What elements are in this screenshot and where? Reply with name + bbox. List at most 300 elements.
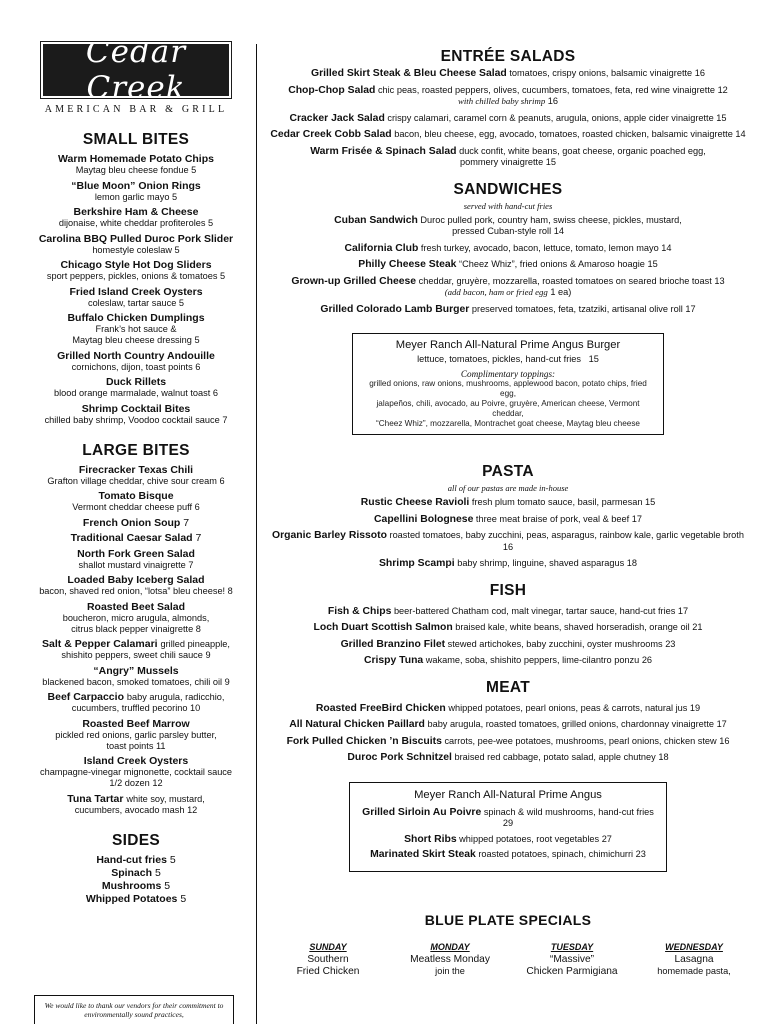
- item-name-line: [28, 548, 244, 560]
- item-price: 12: [152, 778, 163, 788]
- menu-item: [266, 129, 750, 141]
- menu-item: [358, 834, 658, 846]
- item-desc: [28, 586, 244, 597]
- menu-item: [266, 703, 750, 715]
- toppings-line-1: grilled onions, raw onions, mushrooms, applewood bacon, potato chips, fried egg,: [369, 379, 647, 398]
- item-desc-text: homestyle coleslaw: [92, 244, 172, 255]
- item-price: 5: [174, 244, 180, 255]
- day-dish-line-1: Southern: [307, 953, 349, 965]
- item-price: 5: [194, 335, 200, 345]
- item-name-line: [28, 286, 244, 298]
- blue-plate-title: BLUE PLATE SPECIALS: [424, 911, 592, 928]
- menu-item: [266, 622, 750, 634]
- menu-item: [358, 849, 658, 861]
- item-name: Fork Pulled Chicken ’n Biscuits: [286, 735, 442, 747]
- item-name: Roasted Beet Salad: [86, 600, 186, 613]
- item-name: North Fork Green Salad: [77, 547, 195, 560]
- item-price: 18: [658, 752, 669, 762]
- item-line: [266, 276, 750, 288]
- blue-plate-days: [266, 942, 750, 978]
- item-price: 15: [545, 157, 557, 167]
- item-name: Loch Duart Scottish Salmon: [313, 622, 453, 633]
- item-price: 16: [694, 68, 705, 78]
- menu-item: [266, 639, 750, 651]
- item-desc-text: shallot mustard vinaigrette: [78, 559, 186, 570]
- item-price: 15: [647, 259, 658, 269]
- item-price: 17: [631, 513, 642, 524]
- item-line: [266, 719, 750, 731]
- item-desc: tomatoes, crispy onions, balsamic vinaigrette: [509, 68, 693, 78]
- item-name: Mushrooms: [101, 879, 162, 892]
- item-price: 6: [194, 502, 200, 512]
- item-line-2: [266, 226, 750, 238]
- item-line: [266, 113, 750, 125]
- item-name: Short Ribs: [404, 833, 457, 845]
- logo-tagline: AMERICAN BAR & GRILL: [44, 104, 228, 115]
- item-price: 14: [553, 226, 564, 236]
- item-name: Chicago Style Hot Dog Sliders: [60, 259, 212, 271]
- item-price: 14: [661, 242, 672, 253]
- day-desc: join the: [435, 965, 465, 976]
- item-name: California Club: [344, 242, 419, 254]
- day-dish: [272, 954, 384, 978]
- item-price: 15: [716, 112, 727, 123]
- item-line: [266, 639, 750, 651]
- item-desc-text: blackened bacon, smoked tomatoes, chili oil: [42, 676, 223, 687]
- item-line: [266, 655, 750, 667]
- small-bites-section: [28, 131, 244, 426]
- item-name: Island Creek Oysters: [83, 755, 189, 767]
- item-price: 7: [188, 559, 194, 570]
- item-name: Roasted Beef Marrow: [82, 717, 190, 730]
- item-price: 5: [178, 297, 185, 308]
- item-desc-text: boucheron, micro arugula, almonds,: [62, 612, 210, 623]
- item-desc-text: Frank’s hot sauce &: [95, 324, 177, 334]
- day-dish-line-2: Chicken Parmigiana: [526, 965, 618, 977]
- item-desc: [28, 362, 244, 373]
- item-line: [358, 849, 658, 861]
- menu-item: [266, 259, 750, 271]
- vendor-thanks-note: We would like to thank our vendors for their commitment to environmentally sound practices,: [34, 995, 234, 1024]
- item-name-line: [28, 880, 244, 892]
- item-price: 7: [222, 414, 228, 425]
- menu-item: [28, 286, 244, 309]
- item-desc: [28, 730, 244, 741]
- item-name-line: [28, 350, 244, 362]
- item-name-line: [28, 312, 244, 324]
- item-desc: duck confit, white beans, goat cheese, organic poached egg,: [459, 145, 706, 156]
- menu-item: [28, 464, 244, 487]
- day-dish-line-1: Lasagna: [674, 953, 714, 965]
- item-desc: fresh plum tomato sauce, basil, parmesan: [471, 497, 643, 507]
- item-name: Fish & Chips: [327, 605, 392, 617]
- item-name: Traditional Caesar Salad: [70, 532, 193, 544]
- item-extra-price: 16: [547, 96, 559, 106]
- item-desc: chic peas, roasted peppers, olives, cucumbers, tomatoes, feta, red wine vinaigrette: [377, 84, 715, 95]
- day-dish: [394, 954, 506, 976]
- item-extra: (add bacon, ham or fried egg: [444, 287, 548, 297]
- item-name: Cedar Creek Cobb Salad: [270, 129, 392, 140]
- day-dish: [638, 954, 750, 976]
- right-column: [266, 48, 750, 978]
- item-desc: bacon, bleu cheese, egg, avocado, tomatoes, roasted chicken, balsamic vinaigrette: [394, 129, 733, 139]
- burger-title: Meyer Ranch All-Natural Prime Angus Burger: [395, 339, 621, 351]
- item-name-line: [28, 490, 244, 502]
- item-desc: carrots, pee-wee potatoes, mushrooms, pearl onions, chicken stew: [444, 735, 717, 746]
- item-name: Whipped Potatoes: [85, 892, 178, 905]
- item-name-line: [28, 854, 244, 866]
- item-name-line: [28, 206, 244, 218]
- item-name: Roasted FreeBird Chicken: [315, 702, 446, 714]
- item-name: Chop-Chop Salad: [288, 84, 376, 96]
- menu-item: [358, 807, 658, 830]
- item-desc: baby shrimp, linguine, shaved asparagus: [457, 558, 625, 568]
- fish-title: FISH: [489, 581, 527, 599]
- item-desc: [28, 613, 244, 624]
- menu-item: [28, 532, 244, 544]
- item-name-line: [28, 755, 244, 767]
- item-extra-line: [266, 96, 750, 108]
- sides-title: SIDES: [111, 831, 160, 849]
- item-price: 19: [689, 702, 701, 713]
- item-price: 9: [205, 650, 211, 660]
- menu-item: [266, 606, 750, 618]
- item-desc: [28, 298, 244, 309]
- day-name: SUNDAY: [309, 941, 347, 952]
- item-price: 5: [172, 191, 178, 202]
- item-name: “Angry” Mussels: [93, 664, 179, 677]
- item-price: 16: [502, 541, 514, 552]
- item-extra-price: 1 ea): [550, 287, 572, 297]
- item-desc-inline: white soy, mustard,: [126, 793, 205, 804]
- item-line: [266, 736, 750, 748]
- item-name: Organic Barley Rissoto: [272, 530, 387, 541]
- logo-text: Cedar Creek: [85, 34, 187, 106]
- item-line: [266, 752, 750, 764]
- item-name: Tuna Tartar: [67, 792, 124, 805]
- item-line: [266, 497, 750, 509]
- item-line: [266, 304, 750, 316]
- item-line: [266, 259, 750, 271]
- item-line: [266, 530, 750, 553]
- item-desc-text: Maytag bleu cheese fondue: [75, 165, 189, 175]
- item-desc-text: sport peppers, pickles, onions & tomatoes: [46, 271, 218, 281]
- item-name-line: [28, 233, 244, 245]
- item-desc-inline: baby arugula, radicchio,: [126, 692, 225, 702]
- item-desc: [28, 192, 244, 203]
- item-line: [266, 146, 750, 158]
- item-price: 13: [714, 275, 725, 286]
- large-bites-section: [28, 442, 244, 816]
- item-desc: cheddar, gruyère, mozzarella, roasted tomatoes on seared brioche toast: [418, 275, 712, 286]
- item-name: Carolina BBQ Pulled Duroc Pork Slider: [38, 232, 234, 245]
- item-name-line: [28, 638, 244, 650]
- item-price: 8: [227, 586, 233, 596]
- entree-salads-title: ENTRÉE SALADS: [440, 48, 576, 65]
- item-name: Cuban Sandwich: [334, 214, 418, 226]
- item-desc-text-2: 1/2 dozen: [109, 778, 150, 788]
- item-desc-text: pickled red onions, garlic parsley butter,: [55, 729, 217, 740]
- item-price: 5: [208, 218, 214, 228]
- item-price: 15: [645, 497, 656, 507]
- item-price: 14: [735, 129, 746, 139]
- item-name-line: [28, 464, 244, 476]
- item-name-line: [28, 893, 244, 905]
- menu-item: [266, 304, 750, 316]
- angus-title: Meyer Ranch All-Natural Prime Angus: [414, 788, 602, 801]
- item-price: 8: [195, 623, 201, 634]
- item-extra: with chilled baby shrimp: [457, 96, 546, 106]
- item-name: Firecracker Texas Chili: [78, 463, 194, 476]
- item-desc: [28, 218, 244, 229]
- item-desc: [28, 324, 244, 335]
- menu-item: [28, 880, 244, 892]
- item-price: 11: [156, 740, 166, 751]
- item-name: Grilled North Country Andouille: [57, 349, 215, 362]
- item-name: Duroc Pork Schnitzel: [347, 752, 452, 763]
- item-price: 5: [169, 853, 176, 866]
- item-name: Warm Frisée & Spinach Salad: [310, 145, 457, 157]
- item-name: Shrimp Cocktail Bites: [81, 402, 191, 415]
- item-desc-2: [28, 778, 244, 789]
- item-name: Buffalo Chicken Dumplings: [67, 312, 205, 324]
- item-desc: [28, 476, 244, 487]
- menu-item: [266, 276, 750, 299]
- left-column: [28, 34, 244, 906]
- item-desc-text-2: toast points: [106, 740, 154, 751]
- item-name-line: [28, 665, 244, 677]
- item-desc: fresh turkey, avocado, bacon, lettuce, tomato, lemon mayo: [420, 242, 659, 253]
- item-price: 5: [180, 892, 187, 905]
- entree-salads-section: [266, 48, 750, 169]
- item-desc-text-2: Maytag bleu cheese dressing: [72, 335, 192, 345]
- menu-item: [266, 85, 750, 108]
- item-desc-text: Grafton village cheddar, chive sour cream: [47, 475, 217, 486]
- item-price: 7: [195, 532, 202, 544]
- item-price: 5: [191, 165, 197, 175]
- item-price: 12: [187, 804, 198, 815]
- item-name: Berkshire Ham & Cheese: [73, 206, 199, 218]
- item-name-line: [28, 532, 244, 544]
- item-name: Rustic Cheese Ravioli: [360, 497, 470, 508]
- item-desc: [28, 415, 244, 426]
- menu-item: [28, 403, 244, 426]
- item-line: [266, 703, 750, 715]
- item-desc: spinach & wild mushrooms, hand-cut fries: [483, 806, 654, 817]
- item-price: 5: [154, 866, 161, 879]
- menu-item: [266, 530, 750, 553]
- item-desc: Duroc pulled pork, country ham, swiss cheese, pickles, mustard,: [420, 214, 682, 225]
- item-desc-text: dijonaise, white cheddar profiteroles: [58, 218, 206, 228]
- item-desc: [28, 245, 244, 256]
- item-desc: crispy calamari, caramel corn & peanuts, arugula, onions, apple cider vinaigrette: [387, 112, 714, 123]
- item-name: Grilled Skirt Steak & Bleu Cheese Salad: [311, 68, 507, 79]
- item-name-line: [28, 793, 244, 805]
- item-name: Grilled Sirloin Au Poivre: [362, 806, 482, 818]
- menu-item: [28, 793, 244, 816]
- day-dish-line-1: “Massive”: [549, 953, 595, 965]
- item-desc: [28, 271, 244, 282]
- item-name-line: [28, 691, 244, 703]
- item-price: 6: [212, 388, 218, 398]
- item-name: Grilled Colorado Lamb Burger: [320, 303, 470, 315]
- menu-item: [266, 736, 750, 748]
- item-name-line: [28, 403, 244, 415]
- item-extra-line: [266, 287, 750, 299]
- item-name: Grilled Branzino Filet: [340, 638, 446, 650]
- item-line: [358, 807, 658, 830]
- toppings-line-2: jalapeños, chili, avocado, au Poivre, gruyère, American cheese, Vermont cheddar,: [376, 399, 640, 418]
- item-desc-2: [28, 741, 244, 752]
- item-price: 17: [685, 303, 696, 314]
- item-desc: wakame, soba, shishito peppers, lime-cilantro ponzu: [425, 655, 640, 665]
- item-name: Fried Island Creek Oysters: [69, 285, 203, 298]
- item-price: 18: [626, 558, 638, 568]
- menu-item: [266, 113, 750, 125]
- item-line-2: [266, 157, 750, 169]
- item-price: 7: [183, 516, 190, 529]
- burger-box: [352, 333, 664, 435]
- sides-section: [28, 832, 244, 905]
- item-price: 5: [220, 271, 226, 281]
- item-price: 9: [224, 676, 230, 687]
- menu-item: [28, 259, 244, 282]
- small-bites-title: SMALL BITES: [82, 131, 190, 148]
- item-desc: three meat braise of pork, veal & beef: [475, 513, 630, 524]
- item-desc: braised kale, white beans, shaved horseradish, orange oil: [455, 622, 690, 632]
- menu-item: [28, 548, 244, 571]
- menu-item: [28, 893, 244, 905]
- item-desc: [28, 502, 244, 513]
- menu-item: [28, 638, 244, 661]
- menu-item: [266, 655, 750, 667]
- pasta-section: [266, 463, 750, 570]
- menu-item: [28, 490, 244, 513]
- item-desc-inline: grilled pineapple,: [160, 639, 230, 649]
- item-line: [266, 85, 750, 97]
- item-desc-text: bacon, shaved red onion, “lotsa” bleu cheese!: [39, 586, 226, 596]
- item-line: [266, 606, 750, 618]
- item-name: Shrimp Scampi: [378, 558, 455, 569]
- item-desc-text: shishito peppers, sweet chili sauce: [61, 650, 203, 660]
- item-desc: preserved tomatoes, feta, tzatziki, artisanal olive roll: [471, 303, 683, 314]
- item-desc: [28, 805, 244, 816]
- item-line: [358, 834, 658, 846]
- item-desc: “Cheez Whiz”, fried onions & Amaroso hoagie: [459, 259, 645, 269]
- item-desc: [28, 677, 244, 688]
- meat-section: [266, 679, 750, 764]
- menu-item: [28, 574, 244, 597]
- item-price: 17: [677, 605, 689, 616]
- menu-item: [266, 752, 750, 764]
- item-line: [266, 129, 750, 141]
- item-name-line: [28, 153, 244, 165]
- item-desc-text: Vermont cheddar cheese puff: [72, 502, 193, 512]
- day-name: MONDAY: [430, 941, 470, 952]
- menu-item: [266, 497, 750, 509]
- menu-item: [28, 665, 244, 688]
- menu-item: [266, 215, 750, 238]
- item-price: 23: [665, 638, 676, 649]
- item-name: Grown-up Grilled Cheese: [291, 275, 417, 287]
- item-desc-2: pressed Cuban-style roll: [452, 226, 552, 236]
- day-desc: homemade pasta,: [657, 965, 731, 976]
- item-name: Capellini Bolognese: [374, 513, 474, 525]
- menu-item: [28, 867, 244, 879]
- menu-item: [266, 719, 750, 731]
- menu-item: [266, 514, 750, 526]
- day-dish-line-1: Meatless Monday: [410, 953, 490, 965]
- large-bites-title: LARGE BITES: [82, 441, 190, 459]
- item-name-line: [28, 601, 244, 613]
- menu-item: [28, 601, 244, 635]
- item-desc-text: coleslaw, tartar sauce: [87, 297, 177, 308]
- pasta-title: PASTA: [482, 463, 534, 480]
- day-dish: [516, 954, 628, 978]
- item-desc: [28, 650, 244, 661]
- item-desc: [28, 703, 244, 714]
- item-price: 12: [717, 84, 728, 95]
- blue-plate-day: [516, 942, 628, 978]
- item-name: “Blue Moon” Onion Rings: [71, 179, 201, 192]
- item-name: All Natural Chicken Paillard: [289, 719, 425, 730]
- item-line: [266, 215, 750, 227]
- item-name: Salt & Pepper Calamari: [42, 638, 158, 650]
- menu-item: [28, 206, 244, 229]
- angus-box: [349, 782, 667, 872]
- sandwiches-section: [266, 181, 750, 316]
- burger-desc: lettuce, tomatoes, pickles, hand-cut fries 15: [417, 354, 599, 364]
- item-line: [266, 243, 750, 255]
- toppings-line-3: “Cheez Whiz”, mozzarella, Montrachet goat cheese, Maytag bleu cheese: [376, 419, 640, 428]
- item-price: 5: [164, 879, 171, 892]
- pasta-subtitle: all of our pastas are made in-house: [447, 483, 569, 493]
- blue-plate-day: [394, 942, 506, 978]
- blue-plate-day: [638, 942, 750, 978]
- item-price: 27: [601, 833, 612, 844]
- item-name: Cracker Jack Salad: [289, 112, 385, 124]
- menu-item: [28, 376, 244, 399]
- item-name: Philly Cheese Steak: [358, 259, 457, 270]
- item-line: [266, 622, 750, 634]
- item-desc-text: cornichons, dijon, toast points: [71, 361, 193, 372]
- item-desc-text: lemon garlic mayo: [94, 191, 170, 202]
- item-desc-text: champagne-vinegar mignonette, cocktail sauce: [39, 767, 233, 777]
- item-line: [266, 514, 750, 526]
- item-desc: stewed artichokes, baby zucchini, oyster mushrooms: [447, 638, 663, 649]
- menu-item: [28, 755, 244, 789]
- menu-item: [28, 233, 244, 256]
- item-price: 6: [219, 475, 225, 486]
- item-name-line: [28, 517, 244, 529]
- item-name: Crispy Tuna: [363, 655, 424, 666]
- menu-item: [266, 68, 750, 80]
- menu-item: [28, 691, 244, 714]
- item-desc-text: cucumbers, truffled pecorino: [71, 703, 188, 713]
- item-name-line: [28, 718, 244, 730]
- sandwiches-subtitle: served with hand-cut fries: [463, 200, 553, 211]
- item-price: 23: [635, 849, 646, 859]
- column-divider: [256, 44, 257, 1024]
- item-desc: braised red cabbage, potato salad, apple chutney: [454, 752, 656, 762]
- day-dish-line-2: Fried Chicken: [296, 965, 360, 977]
- menu-item: [28, 350, 244, 373]
- item-price: 10: [190, 703, 201, 713]
- menu-item: [28, 312, 244, 346]
- item-name: Tomato Bisque: [98, 490, 174, 502]
- item-name-line: [28, 259, 244, 271]
- item-name: Marinated Skirt Steak: [370, 849, 476, 860]
